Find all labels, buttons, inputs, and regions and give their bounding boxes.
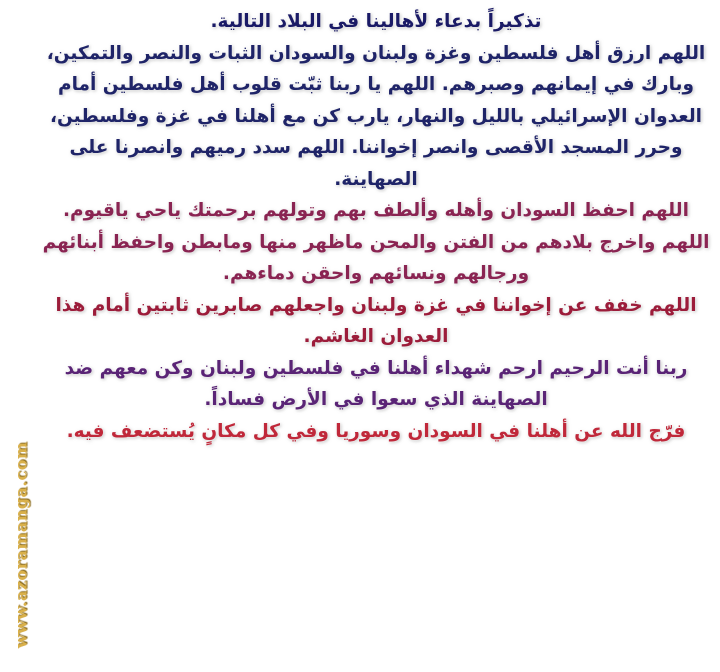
paragraph-palestine: اللهم ارزق أهل فلسطين وغزة ولبنان والسودان الثبات والنصر والتمكين، وبارك في إيمانهم وصبرهم. اللهم يا ربنا ثبّت قلوب أهل فلسطين أمام العدوان الإسرائيلي بالليل والنهار، يارب كن مع أهلنا في غزة وفلسطين، وحرر المسجد الأقصى وانصر إخواننا. اللهم سدد رميهم وانصرنا على الصهاينة. [46, 42, 706, 190]
paragraph-martyrs: ربنا أنت الرحيم ارحم شهداء أهلنا في فلسطين ولبنان وكن معهم ضد الصهاينة الذي سعوا في الأرض فساداً. [64, 357, 688, 410]
dua-text-block [40, 6, 712, 447]
watermark [2, 425, 40, 665]
paragraph-intro: تذكيراً بدعاء لأهالينا في البلاد التالية. [210, 11, 542, 32]
paragraph-gaza-lebanon: اللهم خفف عن إخواننا في غزة ولبنان واجعلهم صابرين ثابتين أمام هذا العدوان الغاشم. [55, 294, 697, 347]
paragraph-sudan: اللهم احفظ السودان وأهله وألطف بهم وتولهم برحمتك ياحي ياقيوم. اللهم واخرج بلادهم من الفتن والمحن ماظهر منها ومابطن واحفظ أبنائهم ورجالهم ونسائهم واحقن دماءهم. [42, 200, 710, 284]
watermark-text: www.azoramanga.com [11, 441, 31, 649]
paragraph-closing: فرّج الله عن أهلنا في السودان وسوريا وفي كل مكانٍ يُستضعف فيه. [66, 420, 686, 442]
